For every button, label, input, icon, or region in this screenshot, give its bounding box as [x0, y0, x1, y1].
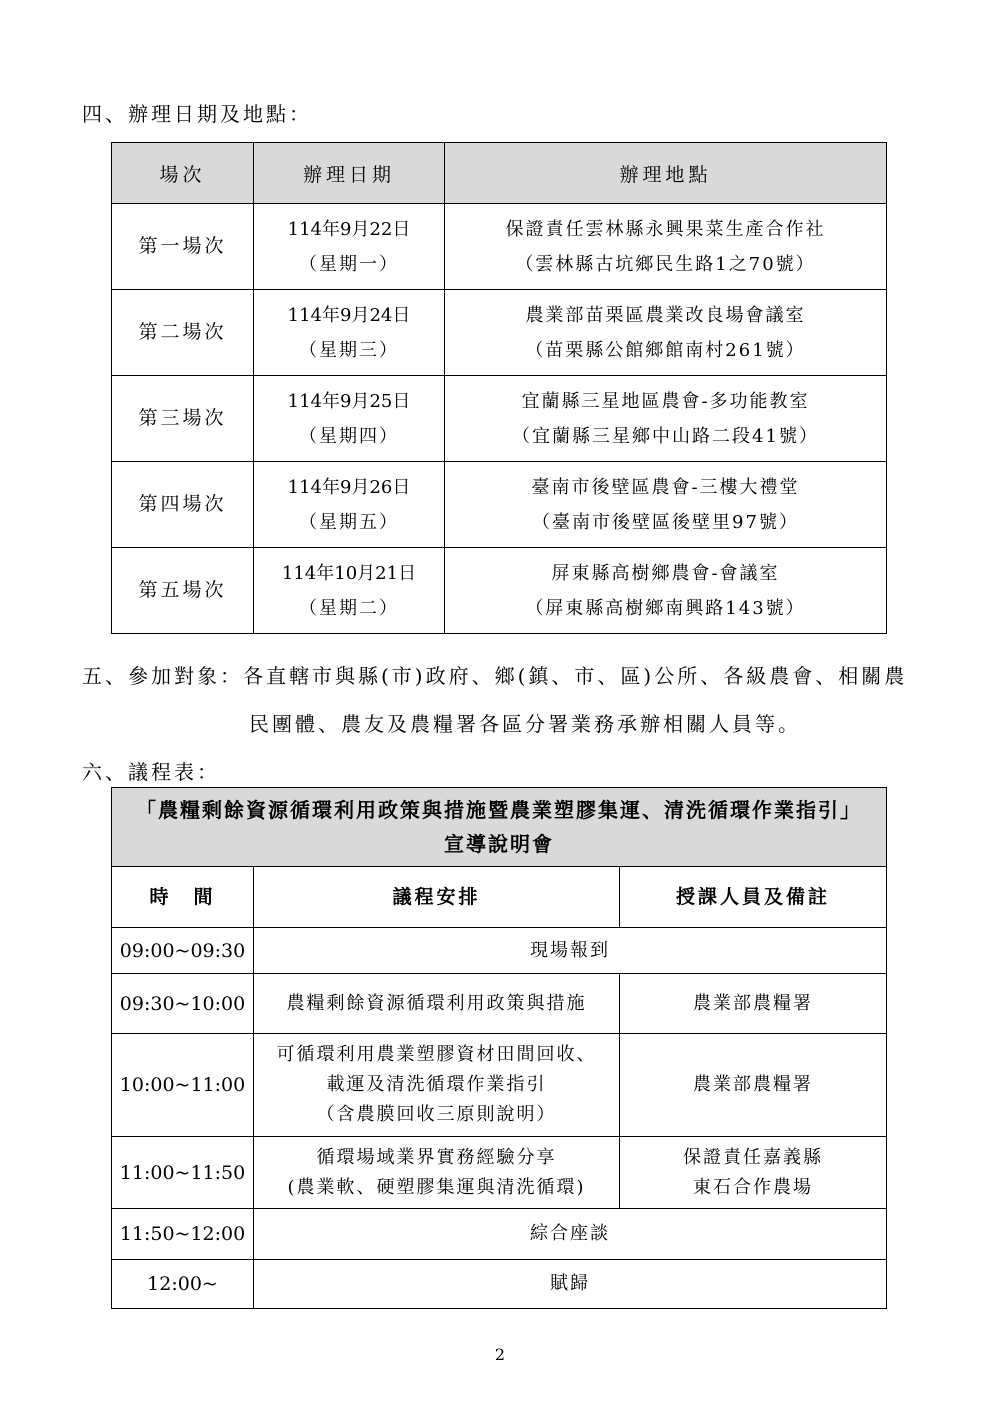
date-cell: [254, 376, 445, 462]
date-text: 114年10月21日: [281, 562, 417, 584]
agenda-row: [112, 1260, 887, 1309]
session-cell: 第二場次: [112, 290, 254, 376]
session-cell: 第三場次: [112, 376, 254, 462]
place-cell: [445, 376, 887, 462]
section-4-heading: 四、辦理日期及地點：: [82, 102, 312, 126]
agenda-title-row: [112, 788, 887, 867]
weekday-text: （星期一）: [299, 253, 399, 275]
agenda-title-line-2: 宣導說明會: [444, 832, 554, 856]
schedule-row: [112, 290, 887, 376]
place-name: 屏東縣高樹鄉農會-會議室: [551, 562, 780, 584]
schedule-table: [111, 142, 887, 634]
agenda-item: [254, 1137, 620, 1209]
place-name: 保證責任雲林縣永興果菜生產合作社: [505, 218, 826, 240]
header-place: 辦理地點: [445, 143, 887, 204]
agenda-item: 現場報到: [254, 928, 887, 974]
section-6-heading: 六、議程表：: [82, 760, 220, 784]
section-5-line-2: 民團體、農友及農糧署各區分署業務承辦相關人員等。: [249, 712, 801, 736]
agenda-row: [112, 1034, 887, 1137]
page-number: 2: [494, 1345, 506, 1364]
agenda-title-line-1: 「農糧剩餘資源循環利用政策與措施暨農業塑膠集運、清洗循環作業指引」: [136, 798, 862, 822]
schedule-row: [112, 462, 887, 548]
header-date: 辦理日期: [254, 143, 445, 204]
agenda-item-line: 可循環利用農業塑膠資材田間回收、: [276, 1044, 597, 1065]
time-cell: 12:00~: [112, 1260, 254, 1309]
date-text: 114年9月24日: [287, 304, 411, 326]
agenda-row: [112, 1209, 887, 1260]
time-cell: 11:50~12:00: [112, 1209, 254, 1260]
place-name: 臺南市後壁區農會-三樓大禮堂: [531, 476, 800, 498]
agenda-header-row: [112, 867, 887, 928]
schedule-row: [112, 204, 887, 290]
session-cell: 第一場次: [112, 204, 254, 290]
place-address: （苗栗縣公館鄉館南村261號）: [525, 339, 806, 361]
date-cell: [254, 548, 445, 634]
place-cell: [445, 204, 887, 290]
time-cell: 09:30~10:00: [112, 974, 254, 1034]
speaker-cell: 農業部農糧署: [620, 1034, 887, 1137]
agenda-item-line: 循環場域業界實務經驗分享: [316, 1146, 557, 1168]
date-cell: [254, 462, 445, 548]
agenda-item: 農糧剩餘資源循環利用政策與措施: [254, 974, 620, 1034]
agenda-title: [112, 788, 887, 867]
place-cell: [445, 462, 887, 548]
schedule-row: [112, 376, 887, 462]
time-cell: 11:00~11:50: [112, 1137, 254, 1209]
agenda-item: 賦歸: [254, 1260, 887, 1309]
agenda-row: [112, 928, 887, 974]
date-text: 114年9月25日: [287, 390, 411, 412]
weekday-text: （星期三）: [299, 339, 399, 361]
place-address: （屏東縣高樹鄉南興路143號）: [525, 597, 806, 619]
schedule-row: [112, 548, 887, 634]
date-cell: [254, 290, 445, 376]
weekday-text: （星期五）: [299, 511, 399, 533]
date-cell: [254, 204, 445, 290]
session-cell: 第五場次: [112, 548, 254, 634]
header-time: 時 間: [112, 867, 254, 928]
date-text: 114年9月22日: [287, 218, 411, 240]
session-cell: 第四場次: [112, 462, 254, 548]
agenda-item: 綜合座談: [254, 1209, 887, 1260]
speaker-cell: 農業部農糧署: [620, 974, 887, 1034]
agenda-row: [112, 1137, 887, 1209]
place-address: （雲林縣古坑鄉民生路1之70號）: [515, 253, 816, 275]
place-cell: [445, 548, 887, 634]
header-session: 場次: [112, 143, 254, 204]
weekday-text: （星期四）: [299, 425, 399, 447]
place-name: 農業部苗栗區農業改良場會議室: [525, 304, 806, 326]
place-cell: [445, 290, 887, 376]
agenda-item-line: (農業軟、硬塑膠集運與清洗循環): [287, 1176, 586, 1198]
section-5-line-1: 五、參加對象：各直轄市與縣(市)政府、鄉(鎮、市、區)公所、各級農會、相關農: [82, 664, 908, 688]
time-cell: 10:00~11:00: [112, 1034, 254, 1137]
agenda-item-line: 載運及清洗循環作業指引: [326, 1074, 547, 1095]
speaker-line: 東石合作農場: [693, 1176, 813, 1198]
agenda-item: [254, 1034, 620, 1137]
header-agenda: 議程安排: [254, 867, 620, 928]
agenda-table: [111, 787, 887, 1309]
agenda-item-line: （含農膜回收三原則說明）: [316, 1104, 557, 1125]
time-cell: 09:00~09:30: [112, 928, 254, 974]
speaker-cell: [620, 1137, 887, 1209]
weekday-text: （星期二）: [299, 597, 399, 619]
header-speaker: 授課人員及備註: [620, 867, 887, 928]
place-address: （臺南市後壁區後壁里97號）: [532, 511, 799, 533]
speaker-line: 保證責任嘉義縣: [683, 1146, 823, 1168]
place-address: （宜蘭縣三星鄉中山路二段41號）: [512, 425, 819, 447]
schedule-header-row: [112, 143, 887, 204]
date-text: 114年9月26日: [287, 476, 411, 498]
agenda-row: [112, 974, 887, 1034]
place-name: 宜蘭縣三星地區農會-多功能教室: [521, 390, 810, 412]
